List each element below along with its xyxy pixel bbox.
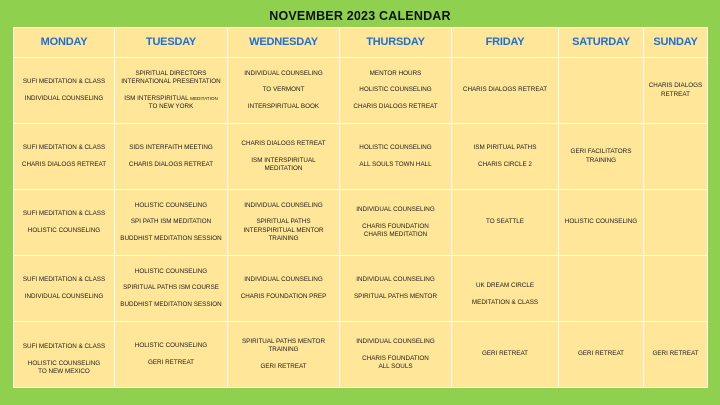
- day-cell: [644, 190, 708, 256]
- event-line: CHARIS DIALOGS RETREAT: [462, 86, 548, 94]
- day-cell: [644, 256, 708, 322]
- event-line: INDIVIDUAL COUNSELING: [356, 206, 435, 214]
- day-cell: [559, 58, 644, 124]
- event-line: HOLISTIC COUNSELING: [134, 202, 208, 210]
- event-line: [17, 86, 111, 94]
- event-line: HOLISTIC COUNSELING: [359, 144, 432, 152]
- day-cell: [340, 190, 452, 256]
- event-line: INDIVIDUAL COUNSELING: [356, 338, 435, 346]
- event-line: CHARIS MEDITATION: [363, 230, 428, 238]
- event-line: GERI RETREAT: [481, 350, 529, 358]
- event-line: SPIRITUAL PATHS ISM COURSE: [123, 284, 219, 292]
- day-cell: [452, 124, 559, 190]
- day-cell: [14, 190, 115, 256]
- event-line: [455, 152, 555, 160]
- event-line: TRAINING: [268, 346, 299, 354]
- event-line: [118, 227, 224, 235]
- event-line: TRAINING: [268, 234, 299, 242]
- event-line: INDIVIDUAL COUNSELING: [244, 70, 323, 78]
- event-line: BUDDHIST MEDITATION SESSION: [120, 234, 222, 242]
- event-line: INDIVIDUAL COUNSELING: [244, 276, 323, 284]
- event-line: CHARIS DIALOGS RETREAT: [353, 102, 438, 110]
- day-cell: [14, 58, 115, 124]
- event-line: [231, 355, 336, 363]
- event-line: HOLISTIC COUNSELING: [134, 268, 208, 276]
- day-cell: [115, 256, 228, 322]
- event-line: [455, 290, 555, 298]
- event-line: [343, 95, 448, 103]
- day-header-saturday: SATURDAY: [559, 28, 644, 58]
- day-cell: [228, 124, 340, 190]
- event-line: [343, 152, 448, 160]
- event-line: MEDITATION & CLASS: [471, 298, 539, 306]
- event-line: [231, 95, 336, 103]
- event-line: CHARIS FOUNDATION: [362, 354, 429, 362]
- day-cell: [340, 256, 452, 322]
- event-line: CHARIS DIALOGS RETREAT: [128, 160, 214, 168]
- day-cell: [228, 322, 340, 388]
- event-line: SPI PATH ISM MEDITATION: [130, 218, 212, 226]
- event-line: INDIVIDUAL COUNSELING: [244, 202, 323, 210]
- day-cell: [452, 256, 559, 322]
- event-line: [231, 284, 336, 292]
- event-line: SUFI MEDITATION & CLASS: [22, 343, 106, 351]
- event-text: ISM INTERSPIRITUAL: [124, 94, 189, 102]
- event-line: [118, 210, 224, 218]
- day-header-wednesday: WEDNESDAY: [228, 28, 340, 58]
- event-line: BUDDHIST MEDITATION SESSION: [120, 300, 222, 308]
- event-line: HOLISTIC COUNSELING: [27, 359, 101, 367]
- day-cell: [14, 322, 115, 388]
- event-line: TO NEW MEXICO: [38, 367, 90, 375]
- day-cell: [228, 256, 340, 322]
- event-line: [343, 284, 448, 292]
- day-cell: [452, 322, 559, 388]
- day-cell: [452, 190, 559, 256]
- event-line: GERI RETREAT: [577, 350, 625, 358]
- day-header-row: [14, 28, 708, 58]
- day-header-thursday: THURSDAY: [340, 28, 452, 58]
- event-line: ALL SOULS TOWN HALL: [359, 160, 432, 168]
- day-cell: [644, 322, 708, 388]
- event-line: TO SEATTLE: [486, 218, 524, 226]
- event-line: [231, 148, 336, 156]
- event-line: CHARIS DIALOGS: [648, 82, 703, 90]
- event-line: HOLISTIC COUNSELING: [134, 342, 208, 350]
- event-line: [118, 350, 224, 358]
- event-line: TO NEW YORK: [148, 102, 194, 110]
- day-cell: [340, 58, 452, 124]
- event-line: CHARIS DIALOGS RETREAT: [21, 160, 107, 168]
- event-line: [17, 152, 111, 160]
- day-header-sunday: SUNDAY: [644, 28, 708, 58]
- event-line: SPIRITUAL PATHS MENTOR: [353, 292, 438, 300]
- day-cell: [340, 124, 452, 190]
- event-line: [343, 346, 448, 354]
- day-cell: [228, 58, 340, 124]
- event-line: SUFI MEDITATION & CLASS: [22, 78, 106, 86]
- event-line: INTERSPIRITUAL MENTOR: [243, 226, 324, 234]
- event-line: [343, 214, 448, 222]
- day-cell: [340, 322, 452, 388]
- week-row-1: [14, 58, 708, 124]
- week-row-5: [14, 322, 708, 388]
- event-line: [17, 284, 111, 292]
- day-header-tuesday: TUESDAY: [115, 28, 228, 58]
- event-line: HOLISTIC COUNSELING: [359, 86, 432, 94]
- event-line: [118, 95, 224, 103]
- event-line: CHARIS DIALOGS RETREAT: [241, 140, 326, 148]
- day-cell: [14, 256, 115, 322]
- event-line: GERI RETREAT: [147, 358, 195, 366]
- day-cell: [115, 124, 228, 190]
- day-cell: [115, 190, 228, 256]
- event-line: MEDITATION: [264, 164, 303, 172]
- event-line: SUFI MEDITATION & CLASS: [22, 144, 106, 152]
- event-line: GERI RETREAT: [652, 350, 699, 358]
- event-line: ISM INTERSPIRITUAL: [251, 156, 316, 164]
- event-line: SUFI MEDITATION & CLASS: [22, 210, 106, 218]
- event-line: TRAINING: [585, 156, 617, 164]
- event-line: MENTOR HOURS: [369, 70, 422, 78]
- week-row-2: [14, 124, 708, 190]
- event-line: [231, 78, 336, 86]
- day-cell: [115, 322, 228, 388]
- day-cell: [559, 322, 644, 388]
- day-cell: [559, 124, 644, 190]
- week-row-4: [14, 256, 708, 322]
- day-cell: [559, 190, 644, 256]
- event-line: CHARIS FOUNDATION: [362, 222, 429, 230]
- event-line: INTERNATIONAL PRESENTATION: [121, 78, 221, 86]
- event-line: ALL SOULS: [378, 362, 413, 370]
- day-header-monday: MONDAY: [14, 28, 115, 58]
- event-line: UK DREAM CIRCLE: [475, 282, 535, 290]
- week-row-3: [14, 190, 708, 256]
- calendar-title: NOVEMBER 2023 CALENDAR: [269, 9, 451, 23]
- event-line: RETREAT: [661, 90, 690, 98]
- calendar-grid: [13, 27, 708, 388]
- day-cell: [644, 58, 708, 124]
- day-cell: [115, 58, 228, 124]
- event-line: SPIRITUAL PATHS MENTOR: [241, 338, 326, 346]
- event-line: SPIRITUAL PATHS: [256, 218, 311, 226]
- event-text-small: MEDITATION: [190, 95, 218, 101]
- event-line: SIDS INTERFAITH MEETING: [129, 144, 213, 152]
- event-line: [118, 276, 224, 284]
- day-cell: [14, 124, 115, 190]
- event-line: TO VERMONT: [262, 86, 305, 94]
- day-cell: [452, 58, 559, 124]
- event-line: INDIVIDUAL COUNSELING: [24, 94, 104, 102]
- day-cell: [559, 256, 644, 322]
- event-line: CHARIS FOUNDATION PREP: [240, 292, 327, 300]
- event-line: [17, 218, 111, 226]
- event-line: [118, 152, 224, 160]
- event-line: GERI FACILITATORS: [570, 148, 632, 156]
- day-cell: [644, 124, 708, 190]
- event-line: ISM PIRITUAL PATHS: [473, 144, 537, 152]
- event-line: SPIRITUAL DIRECTORS: [135, 70, 207, 78]
- event-line: HOLISTIC COUNSELING: [564, 218, 638, 226]
- event-line: [17, 351, 111, 359]
- day-header-friday: FRIDAY: [452, 28, 559, 58]
- day-cell: [228, 190, 340, 256]
- event-line: HOLISTIC COUNSELING: [27, 226, 101, 234]
- event-line: INTERSPIRITUAL BOOK: [247, 102, 320, 110]
- event-line: CHARIS CIRCLE 2: [478, 160, 532, 168]
- event-line: [118, 293, 224, 301]
- event-line: SUFI MEDITATION & CLASS: [22, 276, 106, 284]
- event-line: [118, 86, 224, 94]
- event-line: INDIVIDUAL COUNSELING: [356, 276, 435, 284]
- event-line: [343, 78, 448, 86]
- event-line: INDIVIDUAL COUNSELING: [24, 292, 104, 300]
- event-line: [231, 210, 336, 218]
- event-line: GERI RETREAT: [260, 362, 307, 370]
